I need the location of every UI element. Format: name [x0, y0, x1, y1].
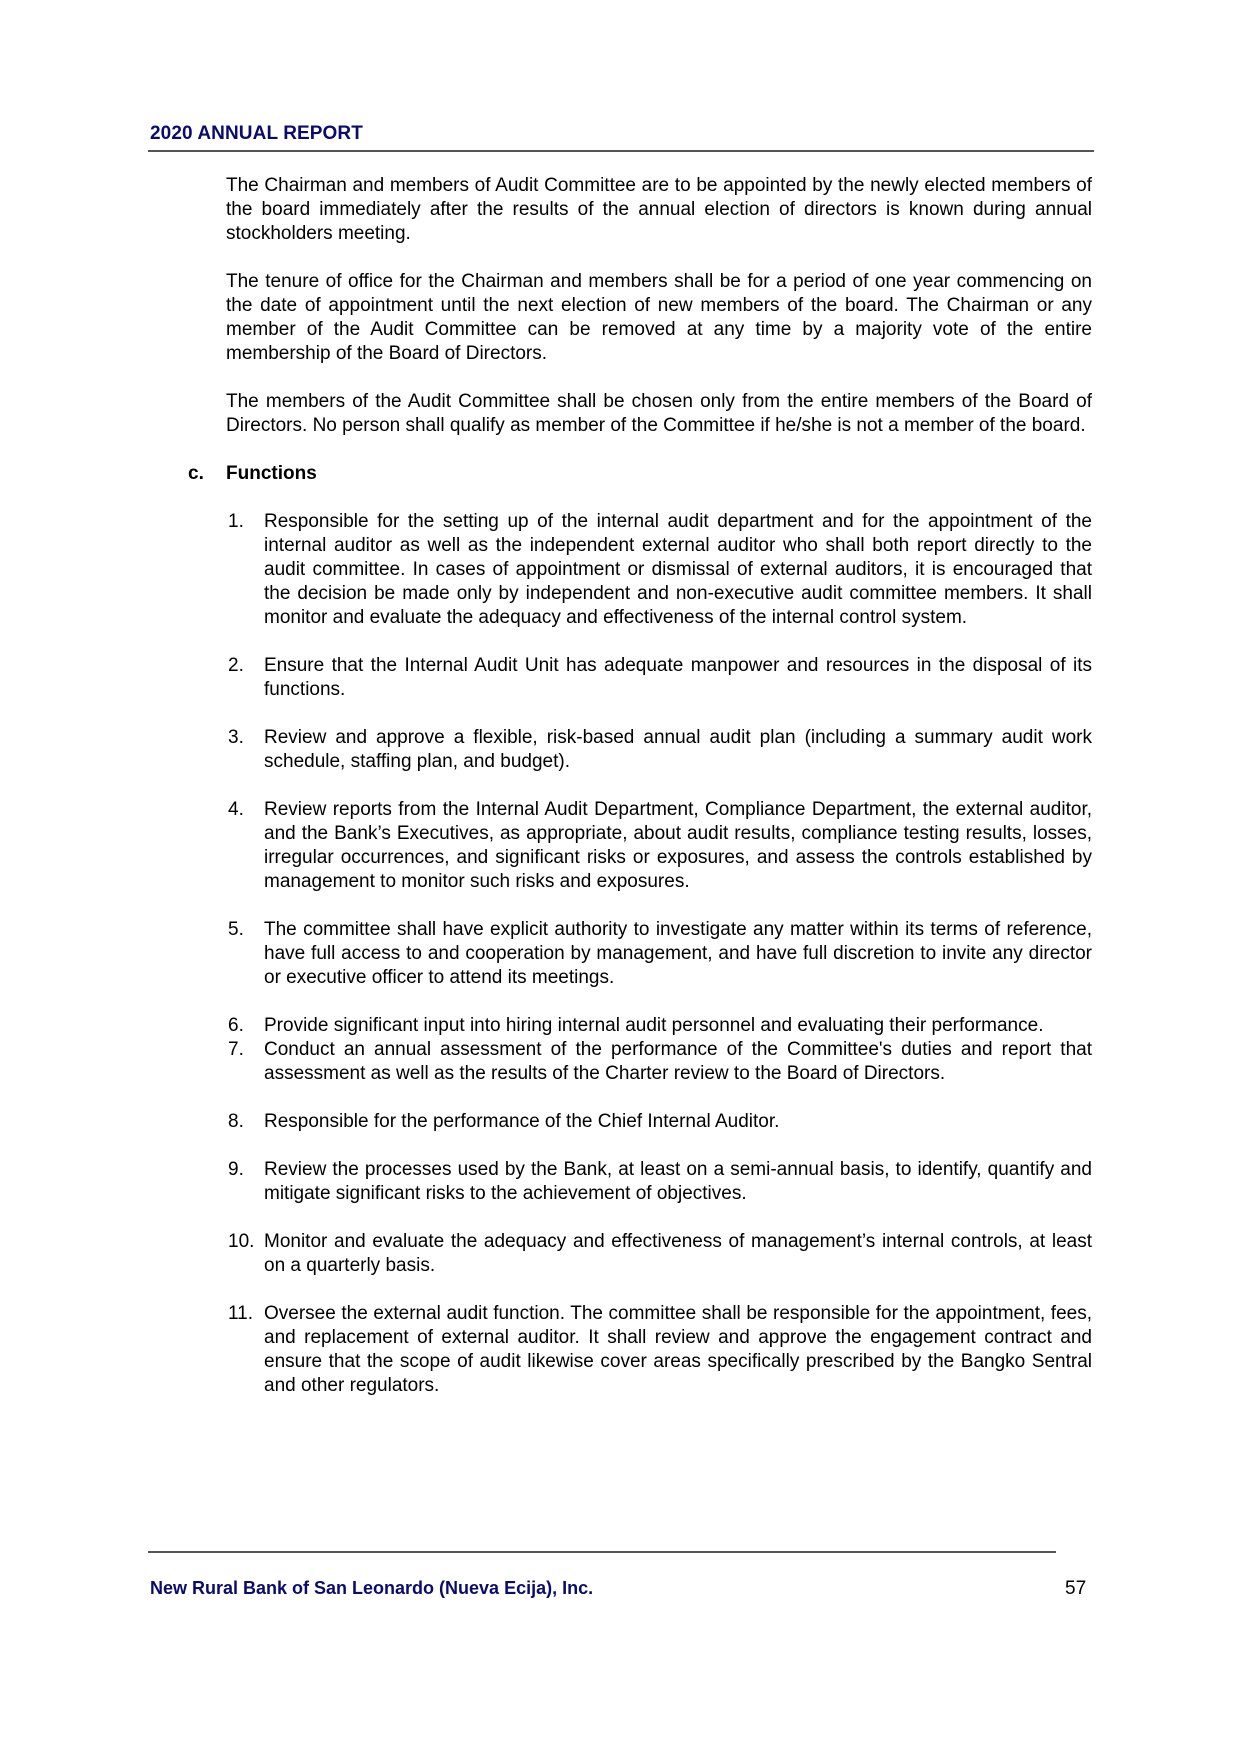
list-item-text: Review and approve a flexible, risk-based annual audit plan (including a summary audit work schedule, staffing plan, and budget). — [264, 727, 1092, 772]
list-item-text: Review reports from the Internal Audit Department, Compliance Department, the external auditor, and the Bank’s Executives, as appropriate, about audit results, compliance testing results, losses, irregular occurrences, and significant risks or exposures, and assess the controls established by management to monitor such risks and exposures. — [264, 799, 1092, 892]
list-item-number: 4. — [228, 799, 244, 820]
list-item-number: 8. — [228, 1111, 244, 1132]
list-item-text: Monitor and evaluate the adequacy and effectiveness of management’s internal controls, at least on a quarterly basis. — [264, 1231, 1092, 1276]
list-item-number: 7. — [228, 1039, 244, 1060]
list-item-number: 11. — [228, 1303, 254, 1324]
list-item — [226, 654, 1092, 702]
list-item-text: Oversee the external audit function. The committee shall be responsible for the appointment, fees, and replacement of external auditor. It shall review and approve the engagement contract and ensure that the scope of audit likewise cover areas specifically prescribed by the Bangko Sentral and other regulators. — [264, 1303, 1092, 1396]
footer-organization-name: New Rural Bank of San Leonardo (Nueva Ecija), Inc. — [150, 1578, 594, 1598]
footer-divider — [148, 1551, 1056, 1553]
list-item-number: 2. — [228, 655, 244, 676]
paragraph-membership: The members of the Audit Committee shall be chosen only from the entire members of the Board of Directors. No person shall qualify as member of the Committee if he/she is not a member of the board. — [226, 391, 1092, 436]
list-item-text: Responsible for the performance of the Chief Internal Auditor. — [264, 1111, 780, 1132]
functions-list — [226, 510, 1092, 1398]
page-content — [188, 174, 1092, 1422]
list-item-number: 5. — [228, 919, 244, 940]
page-footer — [148, 1551, 1098, 1611]
list-item-text: The committee shall have explicit authority to investigate any matter within its terms of reference, have full access to and cooperation by management, and have full discretion to invite any director or executive officer to attend its meetings. — [264, 919, 1092, 988]
list-item — [226, 726, 1092, 774]
list-item — [226, 510, 1092, 630]
list-item-number: 3. — [228, 727, 244, 748]
list-item — [226, 1230, 1092, 1278]
list-item — [226, 798, 1092, 894]
list-item — [226, 1158, 1092, 1206]
paragraph-tenure: The tenure of office for the Chairman and members shall be for a period of one year commencing on the date of appointment until the next election of new members of the board. The Chairman or any member of the Audit Committee can be removed at any time by a majority vote of the entire membership of the Board of Directors. — [226, 271, 1092, 364]
report-title: 2020 ANNUAL REPORT — [150, 123, 363, 144]
page-number: 57 — [1065, 1578, 1087, 1599]
section-heading-functions — [188, 462, 1092, 486]
list-item — [226, 1302, 1092, 1398]
list-item-text: Provide significant input into hiring internal audit personnel and evaluating their performance. — [264, 1015, 1044, 1036]
list-item — [226, 1038, 1092, 1086]
header-divider — [148, 150, 1094, 152]
list-item-text: Conduct an annual assessment of the performance of the Committee's duties and report that assessment as well as the results of the Charter review to the Board of Directors. — [264, 1039, 1092, 1084]
paragraph-appointment: The Chairman and members of Audit Committee are to be appointed by the newly elected members of the board immediately after the results of the annual election of directors is known during annual stockholders meeting. — [226, 175, 1092, 244]
section-title: Functions — [226, 463, 317, 484]
list-item-text: Review the processes used by the Bank, at least on a semi-annual basis, to identify, quantify and mitigate significant risks to the achievement of objectives. — [264, 1159, 1092, 1204]
list-item-number: 9. — [228, 1159, 244, 1180]
list-item-text: Responsible for the setting up of the internal audit department and for the appointment of the internal auditor as well as the independent external auditor who shall both report directly to the audit committee. In cases of appointment or dismissal of external auditors, it is encouraged that the decision be made only by independent and non-executive audit committee members. It shall monitor and evaluate the adequacy and effectiveness of the internal control system. — [264, 511, 1092, 628]
list-item — [226, 1110, 1092, 1134]
list-item-number: 6. — [228, 1015, 244, 1036]
list-item — [226, 1014, 1092, 1038]
page-header — [148, 121, 1094, 151]
list-item-number: 1. — [228, 511, 244, 532]
section-marker: c. — [188, 463, 204, 484]
list-item — [226, 918, 1092, 990]
list-item-number: 10. — [228, 1231, 255, 1252]
list-item-text: Ensure that the Internal Audit Unit has adequate manpower and resources in the disposal of its functions. — [264, 655, 1092, 700]
